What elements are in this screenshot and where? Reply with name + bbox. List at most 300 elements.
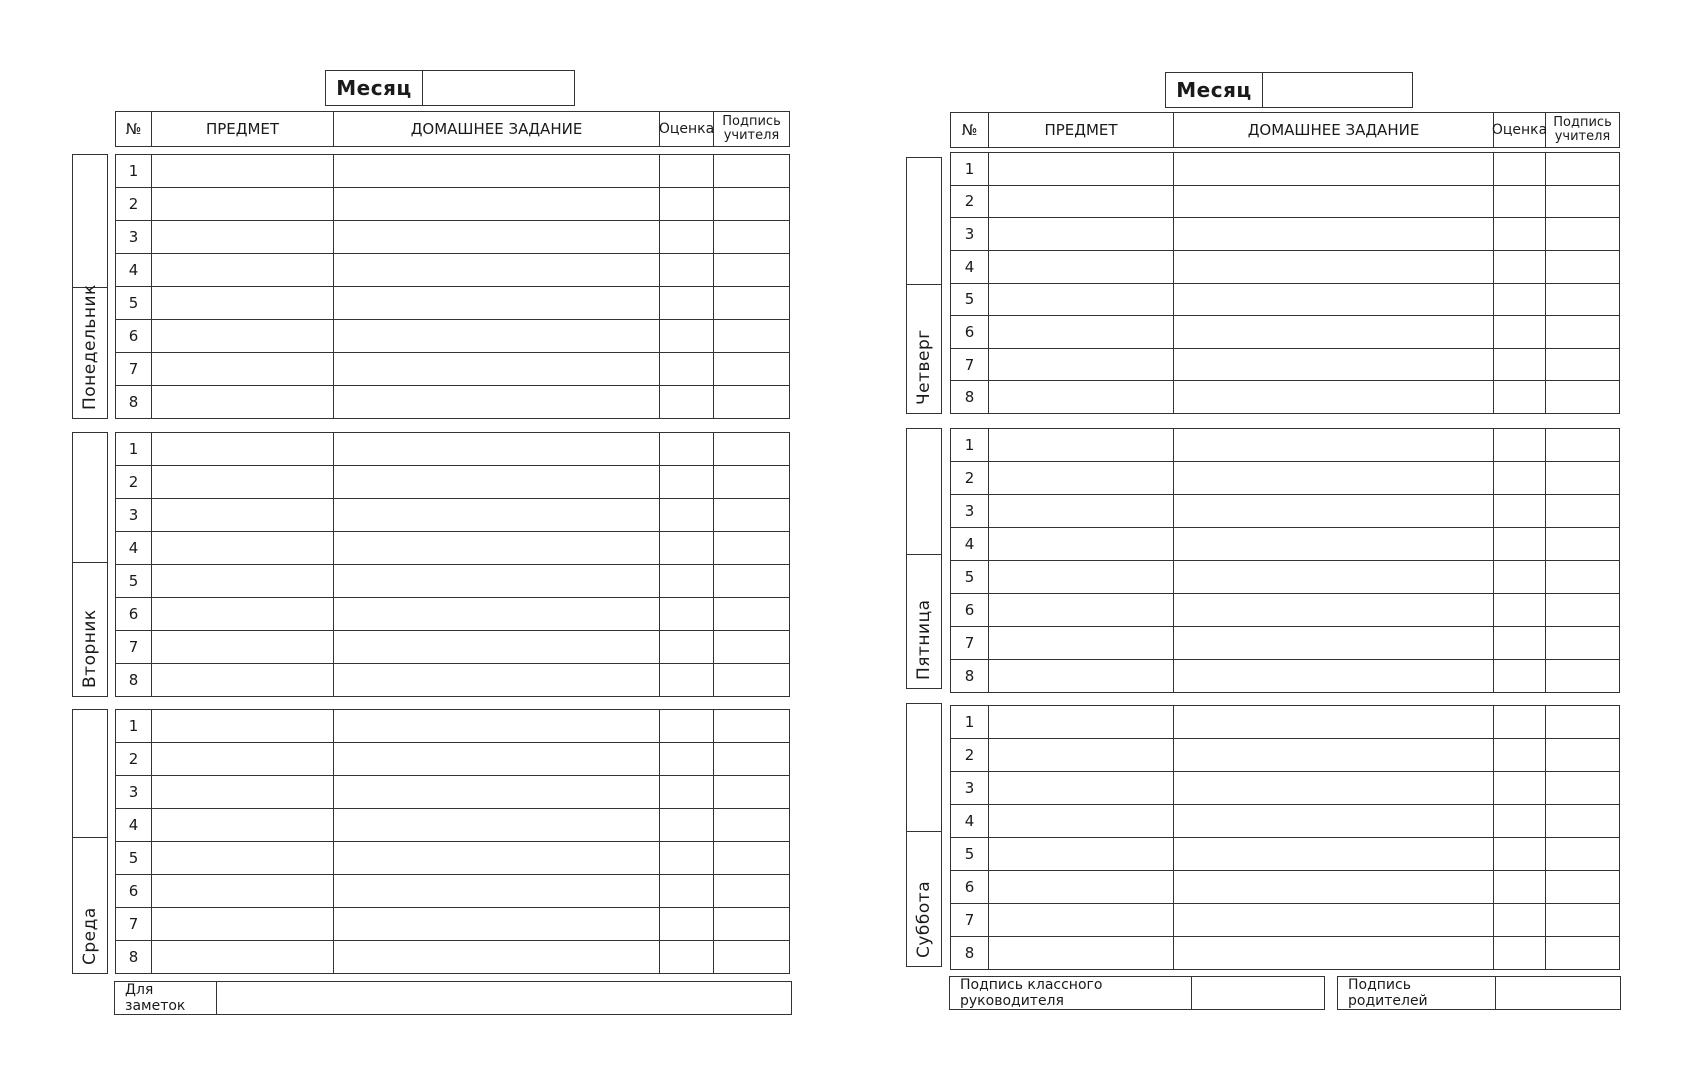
grade-cell[interactable] [660, 842, 714, 874]
day-tab-tuesday [72, 432, 108, 697]
homework-cell[interactable] [334, 433, 660, 465]
teacher-sign-cell[interactable] [1546, 429, 1619, 461]
subject-cell[interactable] [152, 842, 334, 874]
homework-cell[interactable] [334, 287, 660, 319]
subject-cell[interactable] [152, 499, 334, 531]
teacher-sign-cell[interactable] [714, 221, 789, 253]
teacher-sign-cell[interactable] [714, 565, 789, 597]
subject-cell[interactable] [989, 561, 1174, 593]
subject-cell[interactable] [152, 155, 334, 187]
grade-cell[interactable] [1494, 528, 1546, 560]
grade-cell[interactable] [660, 188, 714, 220]
month-box-left [325, 70, 575, 106]
teacher-sign-cell[interactable] [1546, 349, 1619, 381]
day-label-friday: Пятница [914, 599, 934, 680]
lesson-number: 1 [116, 155, 152, 187]
lesson-row [951, 218, 1619, 251]
lesson-row [116, 353, 789, 386]
teacher-sign-cell[interactable] [1546, 937, 1619, 969]
lesson-number: 7 [116, 908, 152, 940]
grade-cell[interactable] [660, 466, 714, 498]
subject-cell[interactable] [152, 221, 334, 253]
header-num: № [116, 112, 152, 146]
subject-cell[interactable] [152, 809, 334, 841]
subject-cell[interactable] [989, 381, 1174, 413]
lesson-number: 7 [116, 353, 152, 385]
grade-cell[interactable] [660, 320, 714, 352]
grade-cell[interactable] [1494, 349, 1546, 381]
homework-cell[interactable] [334, 631, 660, 663]
lesson-row [951, 904, 1619, 937]
lesson-number: 8 [116, 664, 152, 696]
lesson-number: 3 [951, 218, 989, 250]
teacher-sign-cell[interactable] [1546, 594, 1619, 626]
homework-cell[interactable] [334, 353, 660, 385]
teacher-sign-cell[interactable] [714, 842, 789, 874]
teacher-sign-cell[interactable] [1546, 528, 1619, 560]
month-label: Месяц [326, 71, 423, 105]
homework-cell[interactable] [1174, 937, 1494, 969]
lesson-row [116, 254, 789, 287]
homework-cell[interactable] [334, 908, 660, 940]
grade-cell[interactable] [1494, 186, 1546, 218]
subject-cell[interactable] [989, 284, 1174, 316]
subject-cell[interactable] [989, 871, 1174, 903]
teacher-sign-cell[interactable] [714, 287, 789, 319]
teacher-sign-cell[interactable] [1546, 153, 1619, 185]
homework-cell[interactable] [334, 320, 660, 352]
lesson-number: 2 [116, 188, 152, 220]
homework-cell[interactable] [1174, 739, 1494, 771]
header-homework: ДОМАШНЕЕ ЗАДАНИЕ [1174, 113, 1494, 147]
lesson-number: 4 [951, 528, 989, 560]
notes-label: Для заметок [115, 982, 217, 1014]
homework-cell[interactable] [334, 155, 660, 187]
lesson-number: 6 [116, 320, 152, 352]
header-teacher-sign: Подпись учителя [1553, 115, 1612, 144]
homework-cell[interactable] [334, 598, 660, 630]
homework-cell[interactable] [1174, 381, 1494, 413]
subject-cell[interactable] [989, 838, 1174, 870]
parents-sign-field[interactable] [1496, 977, 1620, 1009]
teacher-sign-cell[interactable] [714, 188, 789, 220]
lesson-number: 6 [951, 871, 989, 903]
teacher-sign-cell[interactable] [714, 155, 789, 187]
lesson-number: 7 [951, 627, 989, 659]
grade-cell[interactable] [1494, 706, 1546, 738]
homework-cell[interactable] [1174, 627, 1494, 659]
grade-cell[interactable] [1494, 495, 1546, 527]
lesson-number: 3 [116, 221, 152, 253]
lesson-number: 5 [116, 842, 152, 874]
grade-cell[interactable] [660, 532, 714, 564]
grade-cell[interactable] [660, 386, 714, 418]
teacher-sign-cell[interactable] [1546, 495, 1619, 527]
homework-cell[interactable] [1174, 316, 1494, 348]
homework-cell[interactable] [1174, 772, 1494, 804]
grade-cell[interactable] [1494, 284, 1546, 316]
teacher-sign-cell[interactable] [714, 353, 789, 385]
teacher-sign-cell[interactable] [1546, 805, 1619, 837]
lesson-number: 5 [951, 284, 989, 316]
lesson-row [116, 320, 789, 353]
grade-cell[interactable] [1494, 904, 1546, 936]
lesson-row [951, 349, 1619, 382]
teacher-sign-cell[interactable] [1546, 218, 1619, 250]
day-label-tuesday: Вторник [80, 609, 100, 688]
grade-cell[interactable] [1494, 381, 1546, 413]
subject-cell[interactable] [152, 320, 334, 352]
grade-cell[interactable] [660, 710, 714, 742]
lesson-row [951, 805, 1619, 838]
lesson-row [951, 561, 1619, 594]
homework-cell[interactable] [1174, 871, 1494, 903]
day-tab-divider [72, 837, 108, 838]
homework-cell[interactable] [334, 743, 660, 775]
subject-cell[interactable] [152, 743, 334, 775]
grade-cell[interactable] [1494, 627, 1546, 659]
homework-cell[interactable] [1174, 660, 1494, 692]
month-box-right [1165, 72, 1413, 108]
subject-cell[interactable] [989, 739, 1174, 771]
lesson-number: 2 [951, 739, 989, 771]
lesson-number: 5 [116, 565, 152, 597]
teacher-sign-cell[interactable] [1546, 462, 1619, 494]
grade-cell[interactable] [1494, 937, 1546, 969]
notes-field[interactable] [217, 982, 791, 1014]
lesson-number: 2 [951, 186, 989, 218]
lesson-grid-wednesday [115, 709, 790, 974]
subject-cell[interactable] [152, 664, 334, 696]
header-homework: ДОМАШНЕЕ ЗАДАНИЕ [334, 112, 660, 146]
subject-cell[interactable] [152, 875, 334, 907]
teacher-sign-cell[interactable] [1546, 627, 1619, 659]
day-tab-friday [906, 428, 942, 689]
teacher-sign-cell[interactable] [1546, 381, 1619, 413]
lesson-grid-thursday [950, 152, 1620, 414]
teacher-sign-cell[interactable] [714, 710, 789, 742]
lesson-row [951, 495, 1619, 528]
teacher-sign-cell[interactable] [714, 320, 789, 352]
day-tab-divider [72, 562, 108, 563]
day-tab-saturday [906, 703, 942, 967]
grade-cell[interactable] [1494, 594, 1546, 626]
lesson-row [116, 287, 789, 320]
lesson-number: 6 [116, 598, 152, 630]
teacher-sign-cell[interactable] [714, 598, 789, 630]
subject-cell[interactable] [989, 429, 1174, 461]
teacher-sign-cell[interactable] [714, 941, 789, 973]
homework-cell[interactable] [334, 710, 660, 742]
subject-cell[interactable] [989, 528, 1174, 560]
lesson-row [116, 188, 789, 221]
homework-cell[interactable] [334, 842, 660, 874]
grade-cell[interactable] [660, 287, 714, 319]
lesson-row [116, 743, 789, 776]
lesson-number: 4 [116, 254, 152, 286]
subject-cell[interactable] [152, 631, 334, 663]
homework-cell[interactable] [1174, 904, 1494, 936]
homework-cell[interactable] [1174, 429, 1494, 461]
homework-cell[interactable] [1174, 561, 1494, 593]
table-header-right [950, 112, 1620, 148]
homework-cell[interactable] [334, 386, 660, 418]
lesson-row [116, 499, 789, 532]
homework-cell[interactable] [334, 499, 660, 531]
homework-cell[interactable] [334, 221, 660, 253]
lesson-number: 7 [951, 349, 989, 381]
teacher-sign-cell[interactable] [1546, 561, 1619, 593]
subject-cell[interactable] [989, 627, 1174, 659]
header-num: № [951, 113, 989, 147]
subject-cell[interactable] [989, 904, 1174, 936]
lesson-number: 3 [116, 499, 152, 531]
teacher-sign-cell[interactable] [714, 499, 789, 531]
teacher-sign-cell[interactable] [1546, 739, 1619, 771]
subject-cell[interactable] [152, 287, 334, 319]
lesson-number: 8 [116, 386, 152, 418]
grade-cell[interactable] [1494, 316, 1546, 348]
teacher-sign-cell[interactable] [714, 631, 789, 663]
subject-cell[interactable] [152, 532, 334, 564]
subject-cell[interactable] [152, 353, 334, 385]
subject-cell[interactable] [152, 908, 334, 940]
grade-cell[interactable] [1494, 805, 1546, 837]
subject-cell[interactable] [989, 218, 1174, 250]
lesson-number: 8 [951, 937, 989, 969]
lesson-grid-friday [950, 428, 1620, 693]
subject-cell[interactable] [989, 462, 1174, 494]
day-tab-divider [906, 554, 942, 555]
day-label-monday: Понедельник [80, 284, 100, 410]
grade-cell[interactable] [660, 598, 714, 630]
lesson-number: 5 [116, 287, 152, 319]
day-tab-wednesday [72, 709, 108, 974]
lesson-row [116, 809, 789, 842]
lesson-row [116, 532, 789, 565]
homework-cell[interactable] [334, 532, 660, 564]
homework-cell[interactable] [334, 664, 660, 696]
subject-cell[interactable] [152, 386, 334, 418]
teacher-sign-cell[interactable] [1546, 316, 1619, 348]
subject-cell[interactable] [152, 188, 334, 220]
grade-cell[interactable] [1494, 251, 1546, 283]
subject-cell[interactable] [152, 776, 334, 808]
homework-cell[interactable] [334, 188, 660, 220]
grade-cell[interactable] [660, 565, 714, 597]
lesson-number: 4 [951, 805, 989, 837]
grade-cell[interactable] [1494, 429, 1546, 461]
lesson-row [951, 316, 1619, 349]
day-tab-monday [72, 154, 108, 419]
subject-cell[interactable] [989, 937, 1174, 969]
grade-cell[interactable] [660, 254, 714, 286]
subject-cell[interactable] [989, 706, 1174, 738]
homework-cell[interactable] [1174, 251, 1494, 283]
grade-cell[interactable] [1494, 739, 1546, 771]
month-field-left[interactable] [423, 71, 574, 105]
subject-cell[interactable] [989, 772, 1174, 804]
lesson-number: 1 [951, 706, 989, 738]
lesson-row [951, 429, 1619, 462]
grade-cell[interactable] [660, 631, 714, 663]
lesson-row [116, 631, 789, 664]
subject-cell[interactable] [152, 598, 334, 630]
lesson-number: 6 [951, 594, 989, 626]
teacher-sign-cell[interactable] [714, 743, 789, 775]
day-label-wednesday: Среда [80, 907, 100, 965]
day-tab-divider [906, 831, 942, 832]
homework-cell[interactable] [1174, 349, 1494, 381]
month-field-right[interactable] [1263, 73, 1412, 107]
grade-cell[interactable] [660, 743, 714, 775]
class-teacher-sign-box [949, 976, 1325, 1010]
lesson-row [116, 842, 789, 875]
subject-cell[interactable] [989, 349, 1174, 381]
homework-cell[interactable] [1174, 218, 1494, 250]
lesson-number: 4 [116, 809, 152, 841]
grade-cell[interactable] [1494, 772, 1546, 804]
subject-cell[interactable] [152, 941, 334, 973]
lesson-row [116, 155, 789, 188]
lesson-row [116, 710, 789, 743]
grade-cell[interactable] [660, 809, 714, 841]
homework-cell[interactable] [334, 809, 660, 841]
lesson-grid-monday [115, 154, 790, 419]
teacher-sign-cell[interactable] [1546, 772, 1619, 804]
homework-cell[interactable] [1174, 495, 1494, 527]
lesson-row [951, 871, 1619, 904]
lesson-row [951, 186, 1619, 219]
grade-cell[interactable] [660, 499, 714, 531]
homework-cell[interactable] [1174, 462, 1494, 494]
lesson-number: 4 [116, 532, 152, 564]
grade-cell[interactable] [660, 155, 714, 187]
lesson-row [116, 466, 789, 499]
lesson-row [116, 776, 789, 809]
homework-cell[interactable] [334, 466, 660, 498]
grade-cell[interactable] [660, 221, 714, 253]
homework-cell[interactable] [1174, 838, 1494, 870]
teacher-sign-cell[interactable] [1546, 904, 1619, 936]
teacher-sign-cell[interactable] [714, 809, 789, 841]
grade-cell[interactable] [1494, 838, 1546, 870]
lesson-row [116, 875, 789, 908]
class-teacher-sign-field[interactable] [1192, 977, 1324, 1009]
lesson-number: 5 [951, 561, 989, 593]
lesson-row [951, 153, 1619, 186]
subject-cell[interactable] [152, 254, 334, 286]
subject-cell[interactable] [152, 710, 334, 742]
homework-cell[interactable] [1174, 284, 1494, 316]
subject-cell[interactable] [989, 316, 1174, 348]
subject-cell[interactable] [152, 466, 334, 498]
subject-cell[interactable] [989, 153, 1174, 185]
lesson-number: 2 [116, 466, 152, 498]
grade-cell[interactable] [1494, 218, 1546, 250]
parents-sign-label: Подпись родителей [1338, 977, 1496, 1009]
teacher-sign-cell[interactable] [714, 532, 789, 564]
lesson-number: 6 [951, 316, 989, 348]
homework-cell[interactable] [334, 254, 660, 286]
grade-cell[interactable] [1494, 660, 1546, 692]
teacher-sign-cell[interactable] [1546, 838, 1619, 870]
lesson-number: 1 [116, 433, 152, 465]
subject-cell[interactable] [989, 594, 1174, 626]
grade-cell[interactable] [660, 875, 714, 907]
day-label-thursday: Четверг [914, 329, 934, 405]
homework-cell[interactable] [1174, 706, 1494, 738]
subject-cell[interactable] [152, 565, 334, 597]
homework-cell[interactable] [1174, 528, 1494, 560]
teacher-sign-cell[interactable] [714, 875, 789, 907]
grade-cell[interactable] [1494, 462, 1546, 494]
lesson-row [116, 908, 789, 941]
lesson-number: 6 [116, 875, 152, 907]
homework-cell[interactable] [1174, 594, 1494, 626]
lesson-row [951, 381, 1619, 413]
lesson-number: 7 [951, 904, 989, 936]
teacher-sign-cell[interactable] [714, 433, 789, 465]
teacher-sign-cell[interactable] [1546, 186, 1619, 218]
subject-cell[interactable] [989, 805, 1174, 837]
teacher-sign-cell[interactable] [714, 908, 789, 940]
lesson-row [951, 594, 1619, 627]
subject-cell[interactable] [989, 251, 1174, 283]
teacher-sign-cell[interactable] [714, 386, 789, 418]
grade-cell[interactable] [1494, 871, 1546, 903]
lesson-row [951, 528, 1619, 561]
day-tab-thursday [906, 157, 942, 414]
lesson-grid-tuesday [115, 432, 790, 697]
grade-cell[interactable] [660, 908, 714, 940]
subject-cell[interactable] [152, 433, 334, 465]
teacher-sign-cell[interactable] [1546, 871, 1619, 903]
subject-cell[interactable] [989, 495, 1174, 527]
homework-cell[interactable] [1174, 805, 1494, 837]
grade-cell[interactable] [660, 433, 714, 465]
lesson-row [116, 221, 789, 254]
subject-cell[interactable] [989, 660, 1174, 692]
teacher-sign-cell[interactable] [714, 466, 789, 498]
teacher-sign-cell[interactable] [1546, 706, 1619, 738]
subject-cell[interactable] [989, 186, 1174, 218]
class-teacher-sign-label: Подпись классного руководителя [950, 977, 1192, 1009]
homework-cell[interactable] [334, 776, 660, 808]
lesson-row [951, 838, 1619, 871]
homework-cell[interactable] [334, 875, 660, 907]
teacher-sign-cell[interactable] [714, 664, 789, 696]
grade-cell[interactable] [660, 353, 714, 385]
grade-cell[interactable] [1494, 561, 1546, 593]
homework-cell[interactable] [1174, 153, 1494, 185]
homework-cell[interactable] [334, 565, 660, 597]
teacher-sign-cell[interactable] [1546, 251, 1619, 283]
lesson-row [951, 706, 1619, 739]
grade-cell[interactable] [1494, 153, 1546, 185]
lesson-row [951, 462, 1619, 495]
teacher-sign-cell[interactable] [1546, 284, 1619, 316]
homework-cell[interactable] [334, 941, 660, 973]
teacher-sign-cell[interactable] [714, 776, 789, 808]
teacher-sign-cell[interactable] [1546, 660, 1619, 692]
grade-cell[interactable] [660, 776, 714, 808]
homework-cell[interactable] [1174, 186, 1494, 218]
grade-cell[interactable] [660, 941, 714, 973]
teacher-sign-cell[interactable] [714, 254, 789, 286]
grade-cell[interactable] [660, 664, 714, 696]
lesson-number: 8 [951, 660, 989, 692]
